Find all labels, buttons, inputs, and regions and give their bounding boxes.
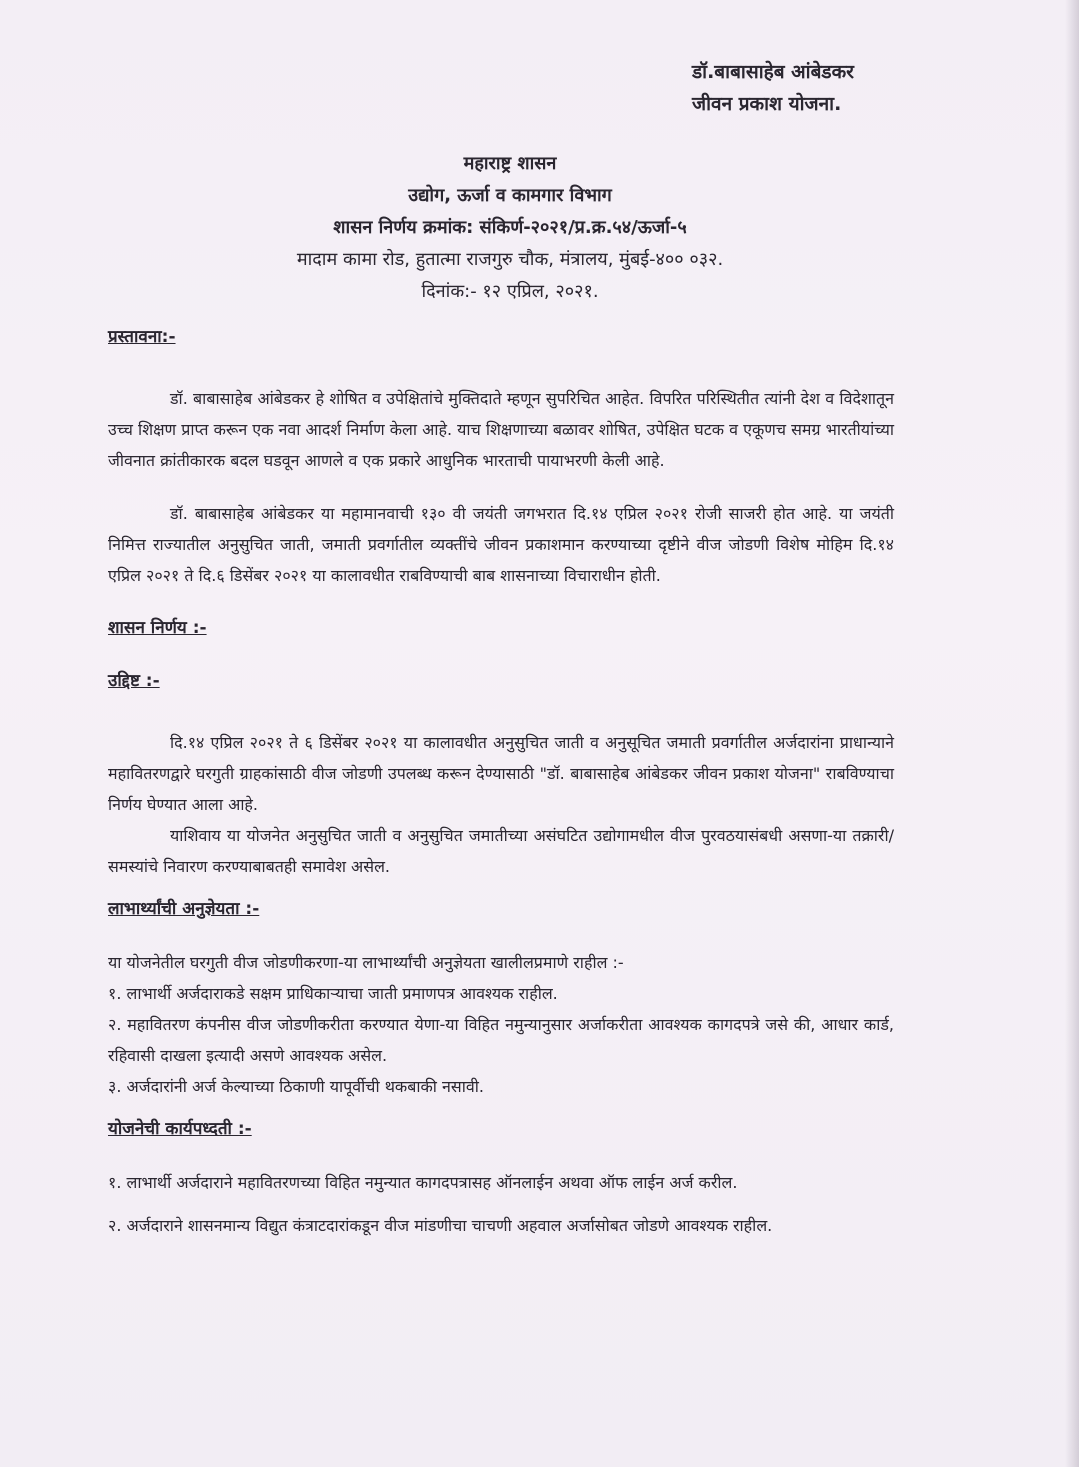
document-header <box>150 148 870 308</box>
resolution-number: शासन निर्णय क्रमांक: संकिर्ण-२०२१/प्र.क्र.५४/ऊर्जा-५ <box>333 217 687 238</box>
eligibility-item: ३. अर्जदारांनी अर्ज केल्याच्या ठिकाणी यापूर्वीची थकबाकी नसावी. <box>108 1077 484 1096</box>
procedure-item: १. लाभार्थी अर्जदाराने महावितरणच्या विहित नमुन्यात कागदपत्रासह ऑनलाईन अथवा ऑफ लाईन अर्ज करील. <box>108 1173 738 1192</box>
government-name: महाराष्ट्र शासन <box>463 153 557 174</box>
resolution-date: दिनांक:- १२ एप्रिल, २०२१. <box>421 281 599 302</box>
procedure-heading: योजनेची कार्यपध्दती :- <box>108 1119 252 1139</box>
objective-heading: उद्दिष्ट :- <box>108 671 160 691</box>
preamble-paragraph: डॉ. बाबासाहेब आंबेडकर हे शोषित व उपेक्षितांचे मुक्तिदाते म्हणून सुपरिचित आहेत. विपरित परिस्थितीत त्यांनी देश व विदेशातून उच्च शिक्षण प्राप्त करून एक नवा आदर्श निर्माण केला आहे. याच शिक्षणाच्या बळावर शोषित, उपेक्षित घटक व एकूणच समग्र भारतीयांच्या जीवनात क्रांतीकारक बदल घडवून आणले व एक प्रकारे आधुनिक भारताची पायाभरणी केली आहे. <box>108 389 894 470</box>
page-edge-shadow <box>1065 0 1079 1467</box>
decision-heading: शासन निर्णय :- <box>108 618 207 638</box>
eligibility-item: १. लाभार्थी अर्जदाराकडे सक्षम प्राधिकाऱ्याचा जाती प्रमाणपत्र आवश्यक राहील. <box>108 984 558 1003</box>
office-address: मादाम कामा रोड, हुतात्मा राजगुरु चौक, मंत्रालय, मुंबई-४०० ०३२. <box>296 249 724 270</box>
scheme-name-tag <box>692 56 854 120</box>
document-body <box>108 322 894 1241</box>
eligibility-heading: लाभार्थ्यांची अनुज्ञेयता :- <box>108 899 260 919</box>
preamble-heading: प्रस्तावना:- <box>108 327 176 347</box>
eligibility-intro: या योजनेतील घरगुती वीज जोडणीकरणा-या लाभार्थ्यांची अनुज्ञेयता खालीलप्रमाणे राहील :- <box>108 953 624 972</box>
eligibility-item: २. महावितरण कंपनीस वीज जोडणीकरीता करण्यात येणा-या विहित नमुन्यानुसार अर्जाकरीता आवश्यक कागदपत्रे जसे की, आधार कार्ड, रहिवासी दाखला इत्यादी असणे आवश्यक असेल. <box>108 1015 894 1065</box>
scheme-name-line1: डॉ.बाबासाहेब आंबेडकर <box>692 61 854 83</box>
objective-paragraph: दि.१४ एप्रिल २०२१ ते ६ डिसेंबर २०२१ या कालावधीत अनुसुचित जाती व अनुसूचित जमाती प्रवर्गातील अर्जदारांना प्राधान्याने महावितरणद्वारे घरगुती ग्राहकांसाठी वीज जोडणी उपलब्ध करून देण्यासाठी "डॉ. बाबासाहेब आंबेडकर जीवन प्रकाश योजना" राबविण्याचा निर्णय घेण्यात आला आहे. <box>108 733 894 814</box>
scheme-name-line2: जीवन प्रकाश योजना. <box>692 93 842 115</box>
department-name: उद्योग, ऊर्जा व कामगार विभाग <box>408 185 612 206</box>
preamble-paragraph: डॉ. बाबासाहेब आंबेडकर या महामानवाची १३० वी जयंती जगभरात दि.१४ एप्रिल २०२१ रोजी साजरी होत आहे. या जयंती निमित्त राज्यातील अनुसुचित जाती, जमाती प्रवर्गातील व्यक्तींचे जीवन प्रकाशमान करण्याच्या दृष्टीने वीज जोडणी विशेष मोहिम दि.१४ एप्रिल २०२१ ते दि.६ डिसेंबर २०२१ या कालावधीत राबविण्याची बाब शासनाच्या विचाराधीन होती. <box>108 504 894 585</box>
objective-paragraph: याशिवाय या योजनेत अनुसुचित जाती व अनुसुचित जमातीच्या असंघटित उद्योगामधील वीज पुरवठयासंबधी असणा-या तक्रारी/ समस्यांचे निवारण करण्याबाबतही समावेश असेल. <box>108 826 894 876</box>
procedure-item: २. अर्जदाराने शासनमान्य विद्युत कंत्राटदारांकडून वीज मांडणीचा चाचणी अहवाल अर्जासोबत जोडणे आवश्यक राहील. <box>108 1216 773 1235</box>
